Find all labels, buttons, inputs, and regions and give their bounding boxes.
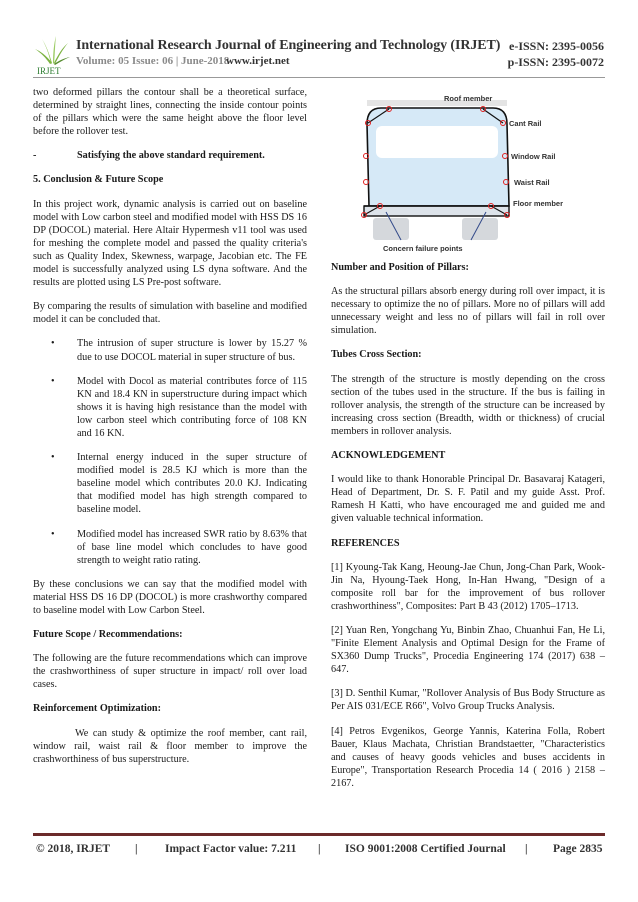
label-window-rail: Window Rail <box>511 152 556 161</box>
footer-iso: ISO 9001:2008 Certified Journal <box>345 843 506 855</box>
reference-item: [1] Kyoung-Tak Kang, Heoung-Jae Chun, Jong-Chan Park, Wook-Jin Na, Hyoung-Taek Hong, In-Han Hwang, "Design of a composite roll bar for the improvement of bus rollover crashworthiness", Composites: Part B 43 (2012) 1705–1713. <box>331 561 605 612</box>
pillars-paragraph: As the structural pillars absorb energy during roll over impact, it is necessary to optimize the no of pillars. More no of pillars will add unnecessary weight and less no of pillars will fail in roll over simulation. <box>331 286 605 337</box>
requirement-text: Satisfying the above standard requirement. <box>77 150 265 162</box>
reinforcement-paragraph: We can study & optimize the roof member, cant rail, window rail, waist rail & floor member to improve the crashworthiness of bus superstructure. <box>33 727 307 765</box>
footer-impact-factor: Impact Factor value: 7.211 <box>165 843 297 855</box>
label-roof-member: Roof member <box>444 94 493 103</box>
conclusion-heading: 5. Conclusion & Future Scope <box>33 174 164 186</box>
tubes-paragraph: The strength of the structure is mostly depending on the cross section of the tubes used in the structure. If the bus is failing in rollover analysis, the strength of the structure can be increased by increasing cross section (Breadth, width or thickness) of crucial members in rollover analysis. <box>331 373 605 437</box>
conclusion-paragraph: By these conclusions we can say that the modified model with material HSS DS 16 DP (DOCOL) is more crashworthy compared to baseline model with Low Carbon Steel. <box>33 578 307 616</box>
reference-item: [3] D. Senthil Kumar, "Rollover Analysis of Bus Body Structure as Per AIS 031/ECE R66", Volvo Group Trucks Analysis. <box>331 688 605 713</box>
label-floor-member: Floor member <box>513 199 564 208</box>
label-cant-rail: Cant Rail <box>509 119 542 128</box>
left-column <box>33 86 307 777</box>
header-divider <box>33 77 605 78</box>
e-issn: e-ISSN: 2395-0056 <box>509 39 604 53</box>
footer-separator: | <box>525 843 528 855</box>
bullet-item: • Model with Docol as material contributes force of 115 KN and 18.4 KN in superstructure during impact which shows it is having high resistance than the model with low carbon steel which contributing force of 108 KN and 16 KN. <box>33 375 307 440</box>
conclusion-paragraph: By comparing the results of simulation with baseline and modified model it can be concluded that. <box>33 301 307 326</box>
acknowledgement-heading: ACKNOWLEDGEMENT <box>331 450 446 462</box>
pillars-heading: Number and Position of Pillars: <box>331 262 469 273</box>
bullet-icon: • <box>51 528 55 540</box>
footer-divider <box>33 833 605 836</box>
intro-paragraph: two deformed pillars the contour shall be a theoretical surface, determined by straight lines, connecting the inside contour points of the pillars which were the same height above the floor level before the rollover test. <box>33 87 307 138</box>
future-heading: Future Scope / Recommendations: <box>33 629 183 641</box>
bullet-icon: • <box>51 452 55 464</box>
svg-text:IRJET: IRJET <box>37 66 61 75</box>
requirement-line <box>33 149 307 162</box>
future-paragraph: The following are the future recommendations which can improve the crashworthiness of super structure in impact/ roll over load cases. <box>33 653 307 691</box>
journal-title: International Research Journal of Engineering and Technology (IRJET) <box>76 38 501 53</box>
footer-separator: | <box>318 843 321 855</box>
bullet-item: • Modified model has increased SWR ratio by 8.63% that of base line model which concludes to have good strength to weight ratio rating. <box>33 528 307 567</box>
p-issn: p-ISSN: 2395-0072 <box>507 55 604 69</box>
reference-item: [4] Petros Evgenikos, George Yannis, Katerina Folla, Robert Bauer, Klaus Machata, Christian Brandstaetter, "Characteristics and causes of heavy goods vehicles and buses accidents in Europe", Transportation Research Procedia 14 ( 2016 ) 2158 – 2167. <box>331 725 605 789</box>
footer-page-number: Page 2835 <box>553 843 603 855</box>
volume-issue: Volume: 05 Issue: 06 | June-2018 <box>76 55 230 67</box>
irjet-logo <box>32 33 72 75</box>
right-column <box>331 261 605 801</box>
label-concern-failure-points: Concern failure points <box>383 244 463 253</box>
bullet-item: • The intrusion of super structure is lower by 15.27 % due to use DOCOL material in super structure of bus. <box>33 337 307 363</box>
acknowledgement-paragraph: I would like to thank Honorable Principal Dr. Basavaraj Katageri, Head of Department, Dr. S. F. Patil and my guide Asst. Prof. Ramesh H Katti, who have encouraged me and guided me and given valuable technical information. <box>331 474 605 525</box>
tubes-heading: Tubes Cross Section: <box>331 349 422 361</box>
reinforcement-heading: Reinforcement Optimization: <box>33 703 161 715</box>
footer-separator: | <box>135 843 138 855</box>
bullet-icon: • <box>51 338 55 350</box>
conclusion-paragraph: In this project work, dynamic analysis is carried out on baseline model with Low carbon steel and modified model with HSS DS 16 DP (DOCOL) material. Here Altair Hypermesh v11 tool was used for meshing the complete model and passed the quality criteria's such as Quality Index, Skewness, warpage, Jacobian etc. The FE model is successfully analyzed using LS dyna software. And the results are plotted using LS Pre-post software. <box>33 198 307 289</box>
references-heading: REFERENCES <box>331 537 400 549</box>
bullet-item: • Internal energy induced in the super structure of modified model is 28.5 KJ which is more than the baseline model which contributes 20.0 KJ. Indicating that modified model has high strength compared to baseline model. <box>33 451 307 516</box>
footer-copyright: © 2018, IRJET <box>36 843 111 855</box>
bullet-icon: • <box>51 375 55 387</box>
bus-pillar-diagram <box>331 88 605 258</box>
journal-url[interactable]: www.irjet.net <box>226 55 290 67</box>
dash-mark: - <box>33 150 37 162</box>
label-waist-rail: Waist Rail <box>514 178 550 187</box>
reference-item: [2] Yuan Ren, Yongchang Yu, Binbin Zhao, Chuanhui Fan, He Li, "Finite Element Analysis and Optimal Design for the Frame of SX360 Dump Trucks", Procedia Engineering 174 (2017) 638 – 647. <box>331 624 605 676</box>
